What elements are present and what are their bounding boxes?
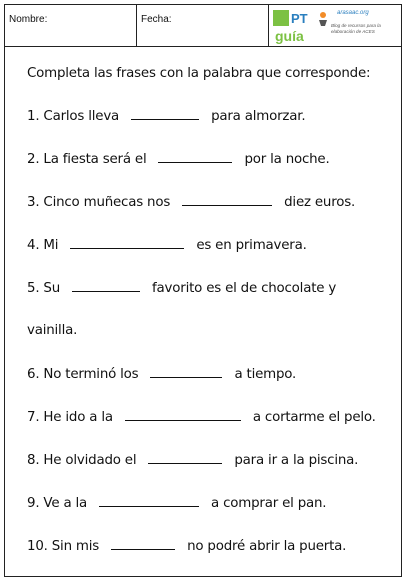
- sentence-8: 8. He olvidado el para ir a la piscina.: [27, 453, 359, 468]
- sentence-1: 1. Carlos lleva para almorzar.: [27, 109, 306, 124]
- answer-blank-4[interactable]: [70, 236, 184, 249]
- name-label: Nombre:: [9, 14, 48, 25]
- sentence-10: 10. Sin mis no podré abrir la puerta.: [27, 539, 347, 554]
- logo-mark-top-text: PT: [291, 11, 308, 26]
- answer-blank-9[interactable]: [99, 494, 199, 507]
- sentence-4: 4. Mi es en primavera.: [27, 238, 307, 253]
- name-field[interactable]: [5, 5, 137, 46]
- date-field[interactable]: [137, 5, 269, 46]
- ptguia-logo: [273, 7, 399, 44]
- answer-blank-1[interactable]: [131, 107, 199, 120]
- sentence-5-continuation: vainilla.: [27, 323, 78, 338]
- answer-blank-10[interactable]: [111, 537, 175, 550]
- sentence-5: 5. Su favorito es el de chocolate y: [27, 281, 337, 296]
- ptguia-logo-icon: [273, 10, 329, 44]
- logo-tagline: Blog de recursos para la elaboración de ACES: [331, 23, 381, 34]
- sentence-2: 2. La fiesta será el por la noche.: [27, 152, 330, 167]
- instructions: Completa las frases con la palabra que corresponde:: [27, 66, 371, 81]
- logo-mark-bottom-text: guía: [275, 28, 304, 44]
- date-label: Fecha:: [141, 14, 172, 25]
- sentence-7: 7. He ido a la a cortarme el pelo.: [27, 410, 376, 425]
- answer-blank-2[interactable]: [158, 150, 232, 163]
- answer-blank-5[interactable]: [72, 279, 140, 292]
- worksheet-header: [5, 5, 401, 47]
- logo-url: arasaac.org: [337, 10, 369, 16]
- answer-blank-6[interactable]: [150, 365, 222, 378]
- sentence-3: 3. Cinco muñecas nos diez euros.: [27, 195, 356, 210]
- answer-blank-7[interactable]: [125, 408, 241, 421]
- sentence-6: 6. No terminó los a tiempo.: [27, 367, 297, 382]
- answer-blank-3[interactable]: [182, 193, 272, 206]
- answer-blank-8[interactable]: [148, 451, 222, 464]
- worksheet: [4, 4, 402, 577]
- sentence-9: 9. Ve a la a comprar el pan.: [27, 496, 327, 511]
